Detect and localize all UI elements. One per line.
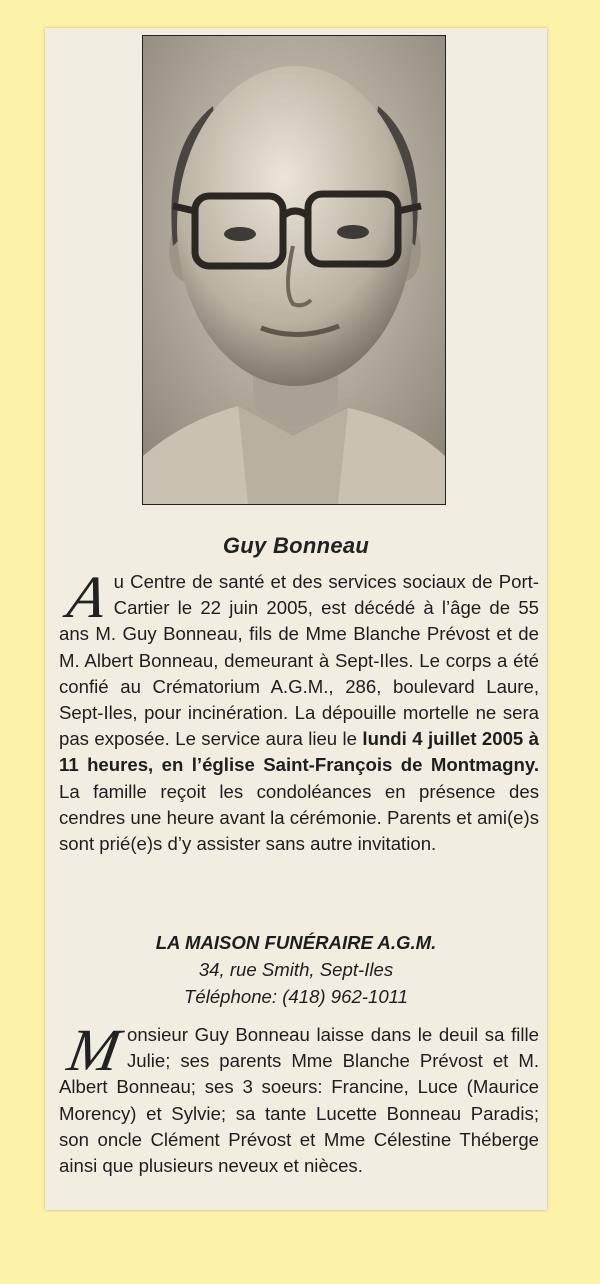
- paragraph-2-text: onsieur Guy Bonneau laisse dans le deuil sa fille Julie; ses parents Mme Blanche Prévost et M. Albert Bonneau; ses 3 soeurs: Francine, Luce (Maurice Morency) et Sylvie; sa tante Lucette Bonneau Paradis; son oncle Clément Prévost et Mme Célestine Théberge ainsi que plusieurs neveux et nièces.: [59, 1024, 539, 1177]
- funeral-home-name: LA MAISON FUNÉRAIRE A.G.M.: [155, 932, 437, 953]
- paragraph-1-text: u Centre de santé et des services sociaux de Port-Cartier le 22 juin 2005, est décédé à l’âge de 55 ans M. Guy Bonneau, fils de Mme Blanche Prévost et de M. Albert Bonneau, demeurant à Sept-Iles. Le corps a été confié au Crématorium A.G.M., 286, boulevard Laure, Sept-Iles, pour incinération. La dépouille mortelle ne sera pas exposée. Le service aura lieu le: [59, 571, 539, 750]
- obituary-paragraph-2: [59, 1017, 539, 1179]
- portrait-photo: [142, 35, 446, 505]
- newspaper-clipping: [45, 28, 547, 1210]
- dropcap-a: A: [63, 564, 112, 630]
- obituary-paragraph-1: [59, 564, 540, 857]
- portrait-illustration: [143, 36, 445, 504]
- deceased-name: Guy Bonneau: [222, 533, 370, 558]
- funeral-home-phone: Téléphone: (418) 962-1011: [184, 986, 408, 1007]
- paragraph-1-closing: La famille reçoit les condoléances en présence des cendres une heure avant la cérémonie. Parents et ami(e)s sont prié(e)s d’y assister sans autre invitation.: [59, 780, 539, 855]
- dropcap-m: M: [63, 1017, 125, 1083]
- funeral-home-address: 34, rue Smith, Sept-Iles: [198, 959, 394, 980]
- service-details: lundi 4 juillet 2005 à 11 heures, en l’église Saint-François de Montmagny.: [59, 728, 540, 776]
